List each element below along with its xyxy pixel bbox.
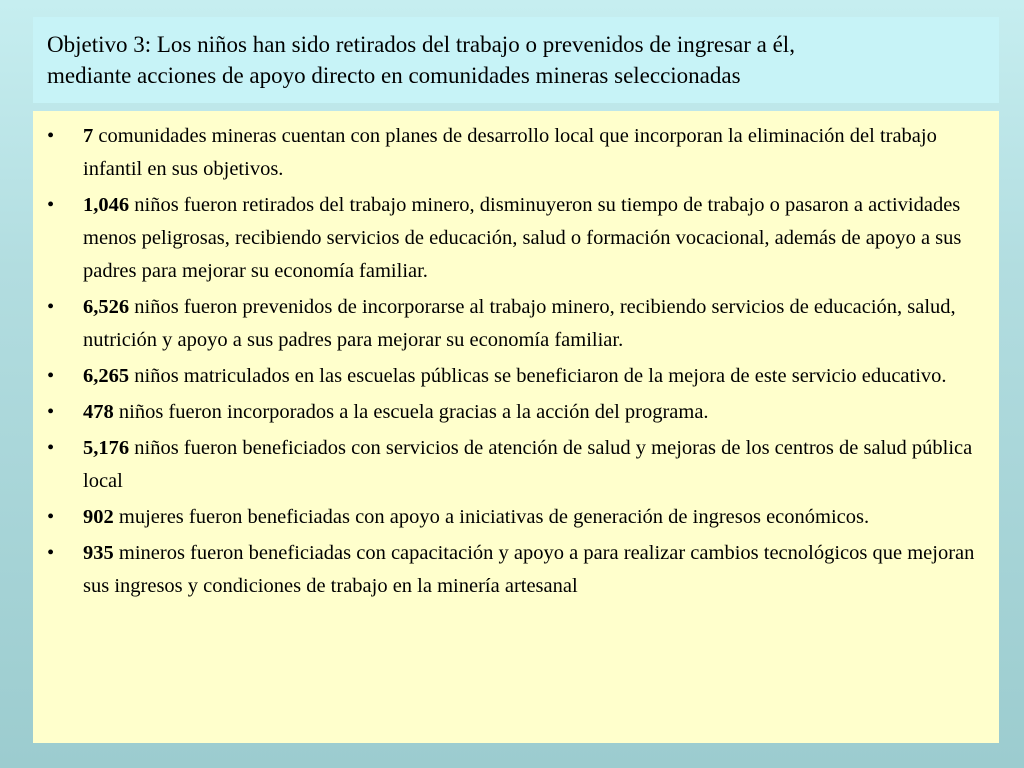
bullet-item — [43, 291, 983, 357]
slide-content-box — [33, 111, 999, 743]
bullet-item — [43, 120, 983, 186]
bullet-number: 6,265 — [83, 365, 130, 387]
bullet-text: niños fueron prevenidos de incorporarse al trabajo minero, recibiendo servicios de educación, salud, nutrición y apoyo a sus padres para mejorar su economía familiar. — [83, 296, 956, 351]
bullet-text: comunidades mineras cuentan con planes de desarrollo local que incorporan la eliminación del trabajo infantil en sus objetivos. — [83, 125, 937, 180]
bullet-item — [43, 360, 983, 393]
bullet-item — [43, 432, 983, 498]
bullet-icon: • — [47, 125, 55, 147]
bullet-icon: • — [47, 401, 55, 423]
bullet-item — [43, 537, 983, 603]
bullet-icon: • — [47, 296, 55, 318]
bullet-icon: • — [47, 365, 55, 387]
bullet-item — [43, 189, 983, 288]
bullet-number: 5,176 — [83, 437, 130, 459]
title-line-1: Objetivo 3: Los niños han sido retirados del trabajo o prevenidos de ingresar a él, — [47, 32, 795, 57]
bullet-number: 935 — [83, 542, 114, 564]
bullet-number: 7 — [83, 125, 94, 147]
bullet-icon: • — [47, 542, 55, 564]
bullet-text: mujeres fueron beneficiadas con apoyo a iniciativas de generación de ingresos económicos. — [113, 506, 870, 528]
bullet-number: 902 — [83, 506, 114, 528]
bullet-number: 1,046 — [83, 194, 130, 216]
slide-title — [47, 29, 985, 91]
bullet-item — [43, 501, 983, 534]
bullet-list — [43, 120, 983, 603]
bullet-number: 6,526 — [83, 296, 130, 318]
bullet-icon: • — [47, 437, 55, 459]
title-line-2: mediante acciones de apoyo directo en comunidades mineras seleccionadas — [47, 63, 741, 88]
bullet-icon: • — [47, 194, 55, 216]
bullet-icon: • — [47, 506, 55, 528]
bullet-text: niños fueron incorporados a la escuela gracias a la acción del programa. — [113, 401, 709, 423]
bullet-text: mineros fueron beneficiadas con capacitación y apoyo a para realizar cambios tecnológicos que mejoran sus ingresos y condiciones de trabajo en la minería artesanal — [83, 542, 975, 597]
bullet-text: niños fueron beneficiados con servicios de atención de salud y mejoras de los centros de salud pública local — [83, 437, 973, 492]
slide-title-box — [33, 17, 999, 103]
bullet-number: 478 — [83, 401, 114, 423]
bullet-item — [43, 396, 983, 429]
bullet-text: niños fueron retirados del trabajo minero, disminuyeron su tiempo de trabajo o pasaron a actividades menos peligrosas, recibiendo servicios de educación, salud o formación vocacional, además de apoyo a sus padres para mejorar su economía familiar. — [83, 194, 962, 282]
bullet-text: niños matriculados en las escuelas públicas se beneficiaron de la mejora de este servicio educativo. — [129, 365, 947, 387]
